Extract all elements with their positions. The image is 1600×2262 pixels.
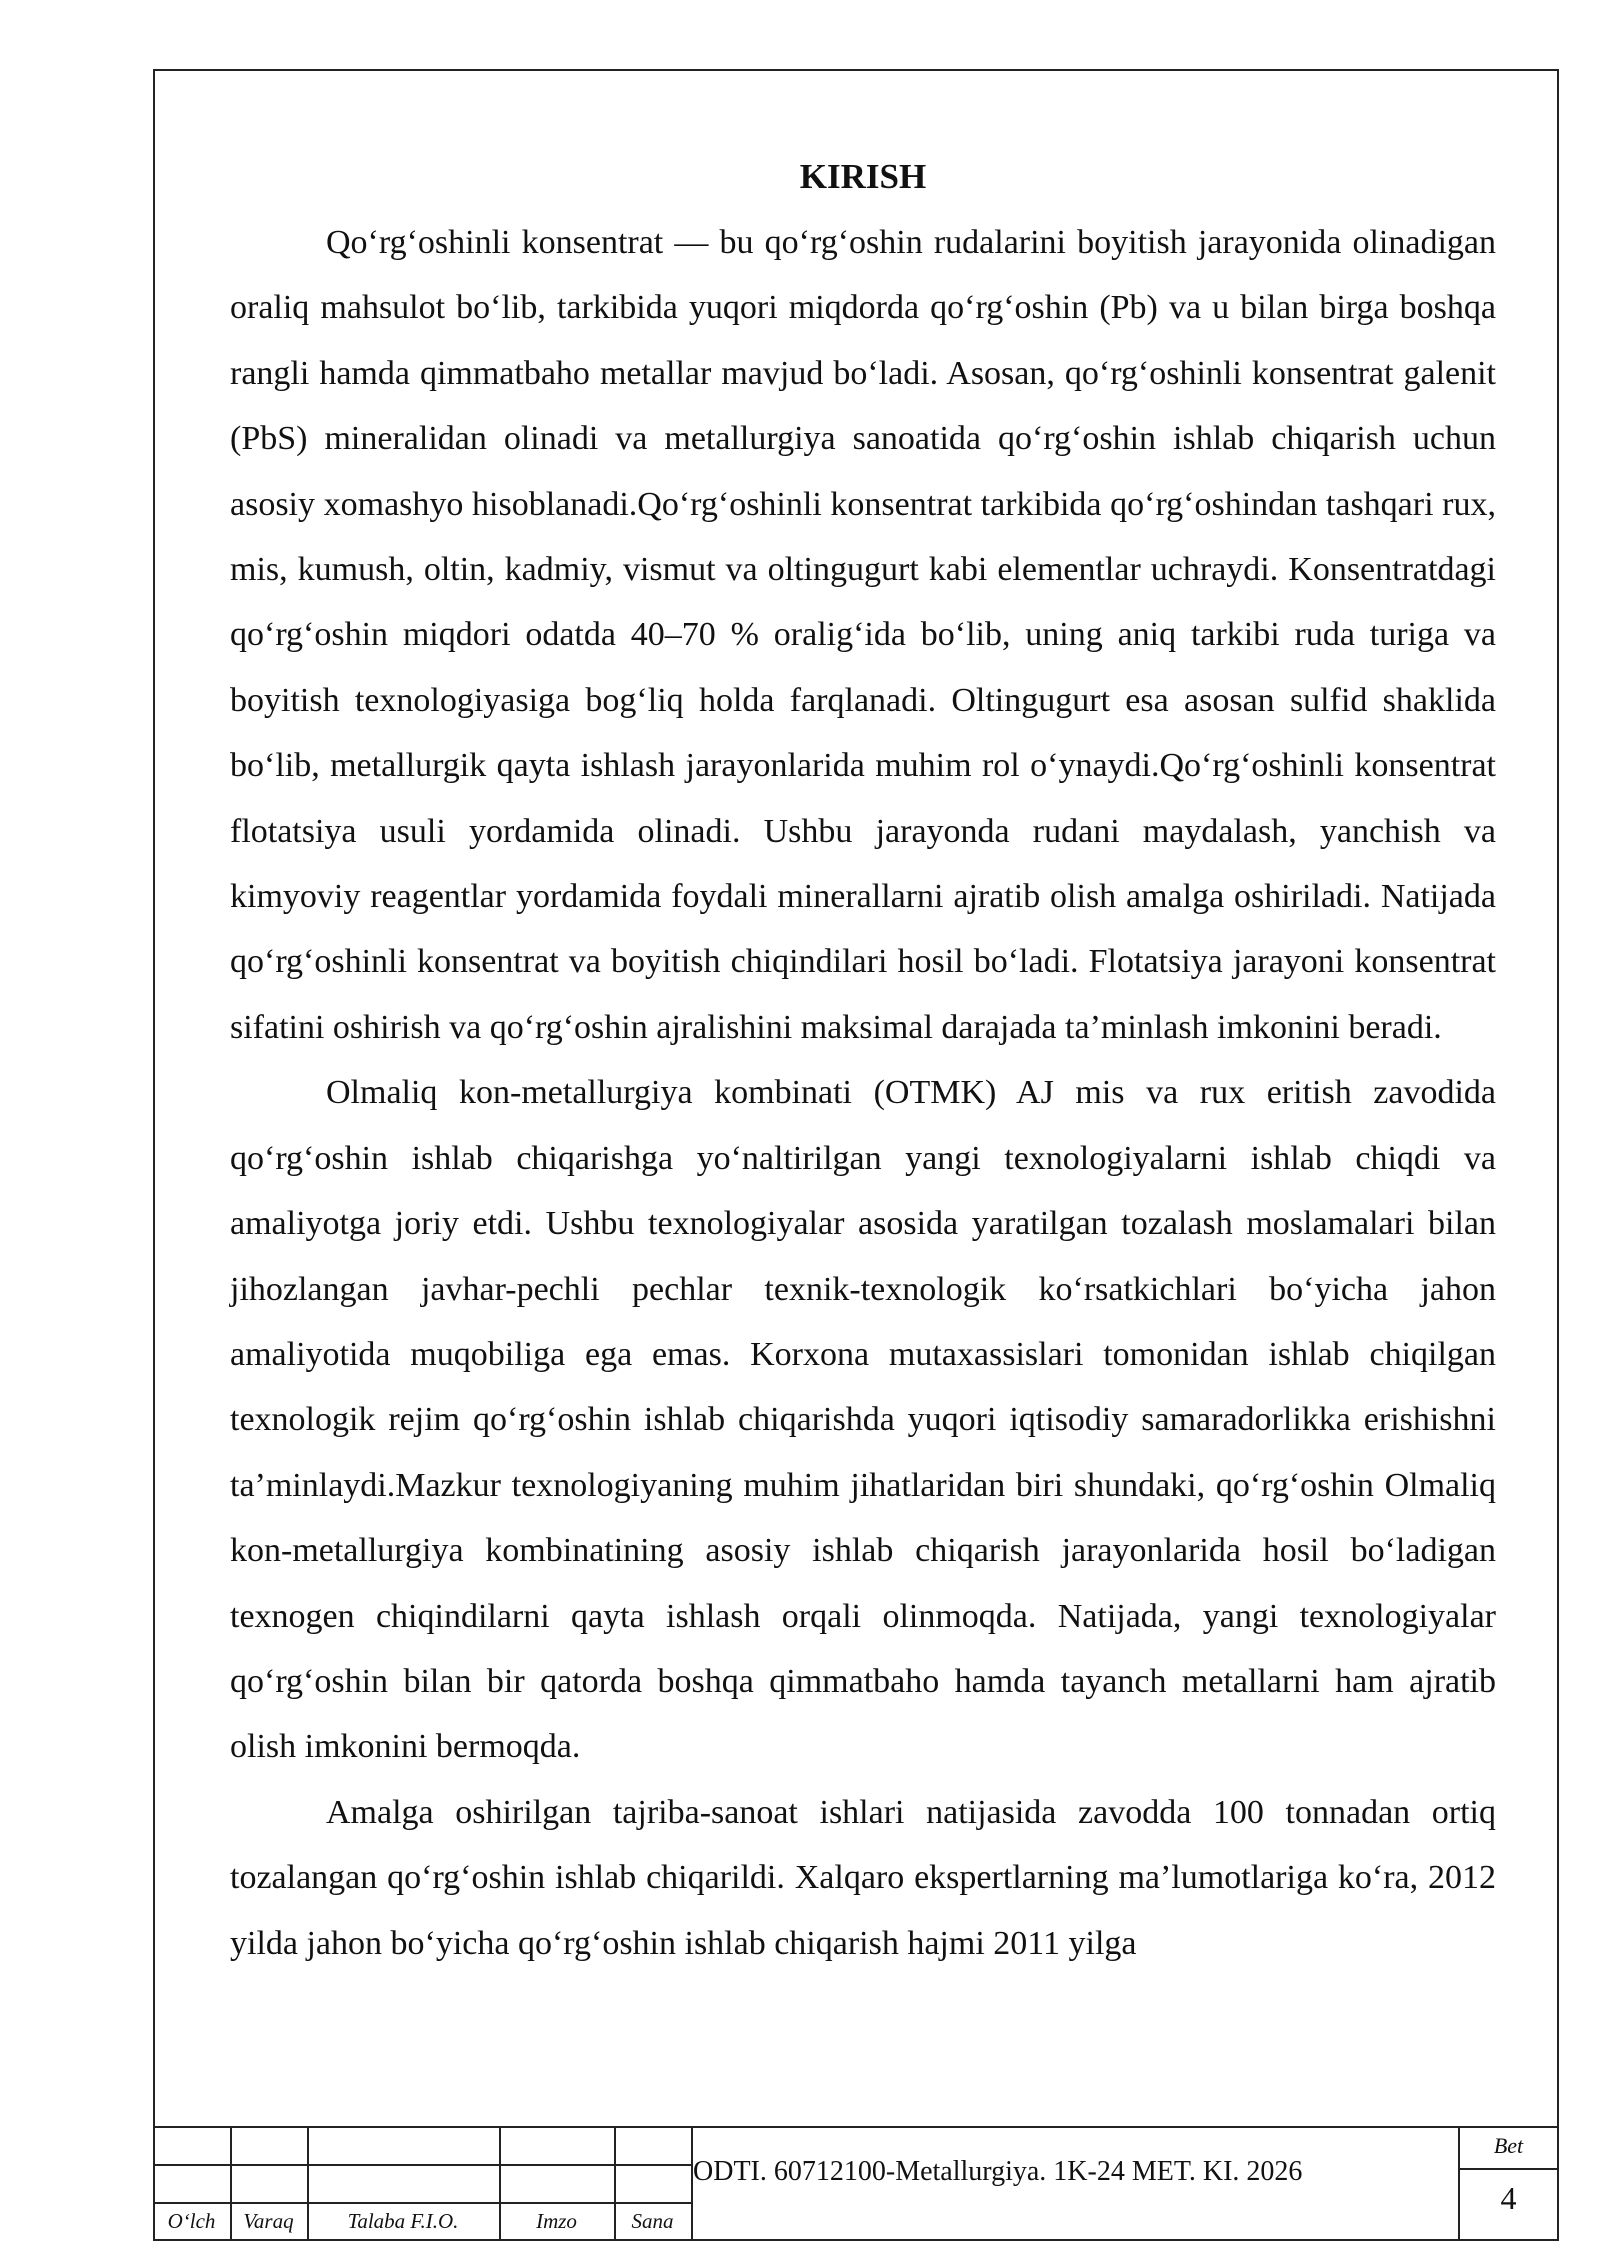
paragraph-3: Amalga oshirilgan tajriba-sanoat ishlari natijasida zavodda 100 tonnadan ortiq tozalangan qo‘rg‘oshin ishlab chiqarildi. Xalqaro ekspertlarning ma’lumotlariga ko‘ra, 2012 yilda jahon bo‘yicha qo‘rg‘oshin ishlab chiqarish hajmi 2011 yilga xyxy=(230,1793,1496,1962)
document-code: ODTI. 60712100-Metallurgiya. 1K-24 MET. KI. 2026 xyxy=(693,2156,1303,2187)
paragraph-2: Olmaliq kon-metallurgiya kombinati (OTMK) AJ mis va rux eritish zavodida qo‘rg‘oshin ishlab chiqarishga yo‘naltirilgan yangi texnologiyalarni ishlab chiqdi va amaliyotga joriy etdi. Ushbu texnologiyalar asosida yaratilgan tozalash moslamalari bilan jihozlangan javhar-pechli pechlar texnik-texnologik ko‘rsatkichlari bo‘yicha jahon amaliyotida muqobiliga ega emas. Korxona mutaxassislari tomonidan ishlab chiqilgan texnologik rejim qo‘rg‘oshin ishlab chiqarishda yuqori iqtisodiy samaradorlikka erishishni ta’minlaydi.Mazkur texnologiyaning muhim jihatlaridan biri shundaki, qo‘rg‘oshin Olmaliq kon-metallurgiya kombinatining asosiy ishlab chiqarish jarayonlarida hosil bo‘ladigan texnogen chiqindilarni qayta ishlash orqali olinmoqda. Natijada, yangi texnologiyalar qo‘rg‘oshin bilan bir qatorda boshqa qimmatbaho hamda tayanch metallarni ham ajratib olish imkonini bermoqda. xyxy=(230,1074,1496,1766)
grid-cell xyxy=(230,2164,307,2202)
page-number: 4 xyxy=(1500,2180,1517,2216)
label-sana: Sana xyxy=(631,2209,674,2233)
grid-cell xyxy=(614,2164,691,2202)
label-imzo: Imzo xyxy=(536,2209,577,2233)
paragraph-1: Qo‘rg‘oshinli konsentrat — bu qo‘rg‘oshin rudalarini boyitish jarayonida olinadigan oraliq mahsulot bo‘lib, tarkibida yuqori miqdorda qo‘rg‘oshin (Pb) va u bilan birga boshqa rangli hamda qimmatbaho metallar mavjud bo‘ladi. Asosan, qo‘rg‘oshinli konsentrat galenit (PbS) mineralidan olinadi va metallurgiya sanoatida qo‘rg‘oshin ishlab chiqarish uchun asosiy xomashyo hisoblanadi.Qo‘rg‘oshinli konsentrat tarkibida qo‘rg‘oshindan tashqari rux, mis, kumush, oltin, kadmiy, vismut va oltingugurt kabi elementlar uchraydi. Konsentratdagi qo‘rg‘oshin miqdori odatda 40–70 % oralig‘ida bo‘lib, uning aniq tarkibi ruda turiga va boyitish texnologiyasiga bog‘liq holda farqlanadi. Oltingugurt esa asosan sulfid shaklida bo‘lib, metallurgik qayta ishlash jarayonlarida muhim rol o‘ynaydi.Qo‘rg‘oshinli konsentrat flotatsiya usuli yordamida olinadi. Ushbu jarayonda rudani maydalash, yanchish va kimyoviy reagentlar yordamida foydali minerallarni ajratib olish amalga oshiriladi. Natijada qo‘rg‘oshinli konsentrat va boyitish chiqindilari hosil bo‘ladi. Flotatsiya jarayoni konsentrat sifatini oshirish va qo‘rg‘oshin ajralishini maksimal darajada ta’minlash imkonini beradi. xyxy=(230,224,1496,1046)
title-block-stamp xyxy=(153,2126,1559,2241)
bet-label: Bet xyxy=(1493,2133,1524,2158)
grid-cell xyxy=(153,2164,230,2202)
label-olch: O‘lch xyxy=(167,2209,216,2233)
section-title: KIRISH xyxy=(799,157,927,196)
document-body xyxy=(230,150,1496,1976)
grid-cell xyxy=(230,2126,307,2164)
grid-cell xyxy=(614,2126,691,2164)
grid-cell xyxy=(499,2164,614,2202)
grid-cell xyxy=(307,2164,499,2202)
label-varaq: Varaq xyxy=(243,2209,294,2233)
grid-cell xyxy=(153,2126,230,2164)
grid-cell xyxy=(499,2126,614,2164)
label-talaba: Talaba F.I.O. xyxy=(347,2209,459,2233)
grid-cell xyxy=(307,2126,499,2164)
